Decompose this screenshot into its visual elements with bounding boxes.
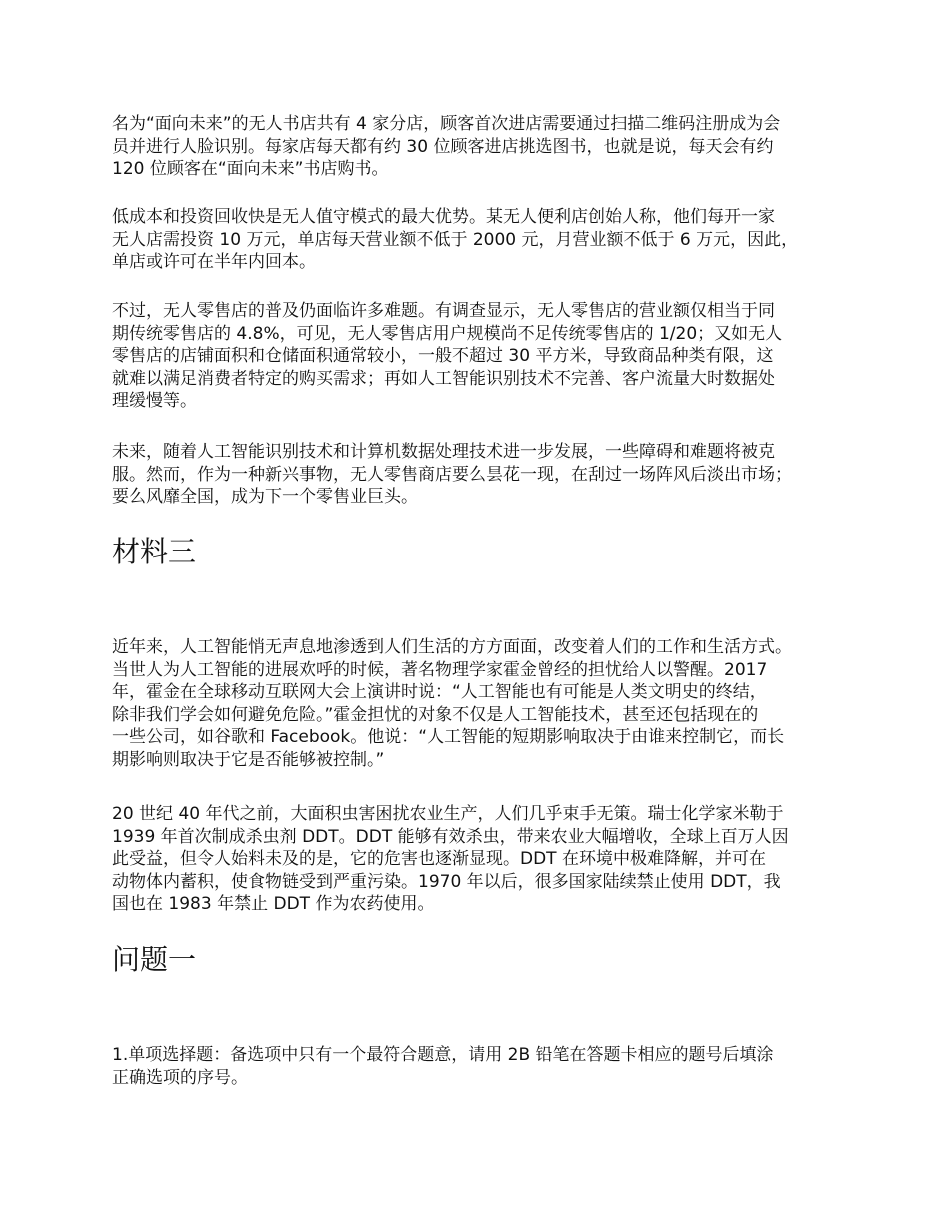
text-line: 期传统零售店的 4.8%，可见，无人零售店用户规模尚不足传统零售店的 1/20；又如无人 xyxy=(112,323,783,344)
text-line: 要么风靡全国，成为下一个零售业巨头。 xyxy=(112,487,418,507)
paragraph-ai-hawking xyxy=(112,636,852,771)
text-line: 1939 年首次制成杀虫剂 DDT。DDT 能够有效杀虫，带来农业大幅增收，全球上百万人因 xyxy=(112,826,789,847)
text-line: 120 位顾客在“面向未来”书店购书。 xyxy=(112,159,389,179)
text-line: 此受益，但令人始料未及的是，它的危害也逐渐显现。DDT 在环境中极难降解，并可在 xyxy=(112,849,766,869)
heading-material-3: 材料三 xyxy=(112,535,197,568)
text-line: 一些公司，如谷歌和 Facebook。他说：“人工智能的短期影响取决于由谁来控制它，而长 xyxy=(112,727,785,747)
text-line: 低成本和投资回收快是无人值守模式的最大优势。某无人便利店创始人称，他们每开一家 xyxy=(112,207,775,227)
paragraph-low-cost xyxy=(112,206,852,274)
paragraph-difficulties xyxy=(112,300,852,413)
paragraph-bookstore xyxy=(112,113,852,181)
text-line: 当世人为人工智能的进展欢呼的时候，著名物理学家霍金曾经的担忧给人以警醒。2017 xyxy=(112,659,768,680)
text-line: 20 世纪 40 年代之前，大面积虫害困扰农业生产，人们几乎束手无策。瑞士化学家米勒于 xyxy=(112,804,784,824)
paragraph-future xyxy=(112,441,852,509)
text-line: 除非我们学会如何避免危险。”霍金担忧的对象不仅是人工智能技术，甚至还包括现在的 xyxy=(112,704,759,725)
text-line: 动物体内蓄积，使食物链受到严重污染。1970 年以后，很多国家陆续禁止使用 DDT，我 xyxy=(112,871,781,892)
heading-question-1: 问题一 xyxy=(112,943,197,976)
paragraph-question-instructions xyxy=(112,1044,852,1089)
text-line: 期影响则取决于它是否能够被控制。” xyxy=(112,749,385,770)
text-line: 就难以满足消费者特定的购买需求；再如人工智能识别技术不完善、客户流量大时数据处 xyxy=(112,368,775,389)
text-line: 年，霍金在全球移动互联网大会上演讲时说：“人工智能也有可能是人类文明史的终结， xyxy=(112,682,767,702)
text-line: 1.单项选择题：备选项中只有一个最符合题意，请用 2B 铅笔在答题卡相应的题号后填涂 xyxy=(112,1045,774,1065)
text-line: 名为“面向未来”的无人书店共有 4 家分店，顾客首次进店需要通过扫描二维码注册成为会 xyxy=(112,114,781,134)
text-line: 零售店的店铺面积和仓储面积通常较小，一般不超过 30 平方米，导致商品种类有限，这 xyxy=(112,346,774,366)
text-line: 正确选项的序号。 xyxy=(112,1067,248,1088)
text-line: 国也在 1983 年禁止 DDT 作为农药使用。 xyxy=(112,894,435,914)
text-line: 无人店需投资 10 万元，单店每天营业额不低于 2000 元，月营业额不低于 6 万元，因此， xyxy=(112,229,799,250)
text-line: 服。然而，作为一种新兴事物，无人零售商店要么昙花一现，在刮过一场阵风后淡出市场； xyxy=(112,464,792,485)
text-line: 单店或许可在半年内回本。 xyxy=(112,252,316,272)
text-line: 未来，随着人工智能识别技术和计算机数据处理技术进一步发展，一些障碍和难题将被克 xyxy=(112,442,775,462)
paragraph-ddt xyxy=(112,803,852,916)
text-line: 员并进行人脸识别。每家店每天都有约 30 位顾客进店挑选图书，也就是说，每天会有约 xyxy=(112,136,774,157)
text-line: 近年来，人工智能悄无声息地渗透到人们生活的方方面面，改变着人们的工作和生活方式。 xyxy=(112,637,792,657)
text-line: 不过，无人零售店的普及仍面临许多难题。有调查显示，无人零售店的营业额仅相当于同 xyxy=(112,301,775,321)
text-line: 理缓慢等。 xyxy=(112,391,197,411)
